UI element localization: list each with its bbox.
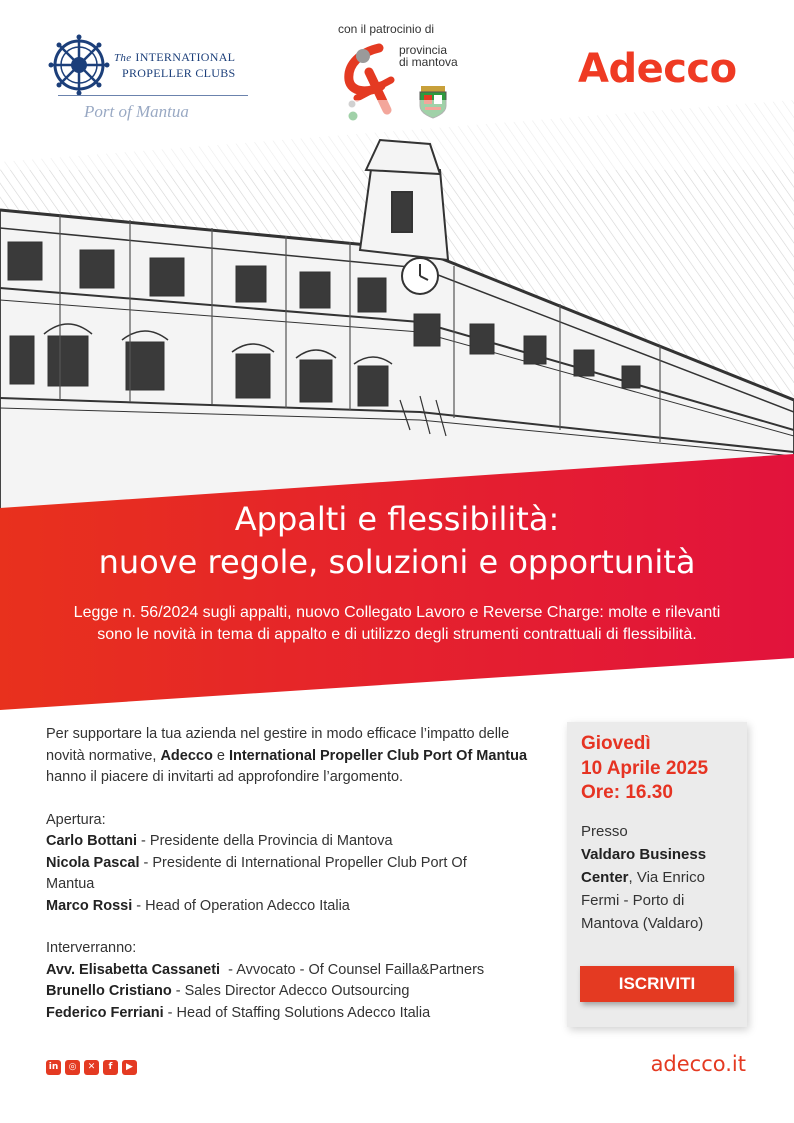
event-venue xyxy=(581,820,741,935)
ship-wheel-icon xyxy=(48,34,110,96)
provincia-name-line2: di mantova xyxy=(399,55,458,69)
intro-bold-adecco: Adecco xyxy=(160,747,213,764)
venue-name: Valdaro Business Center xyxy=(581,846,707,886)
venue-street: , Via Enrico Fermi - Porto di Mantova (Valdaro) xyxy=(581,869,705,932)
event-subtitle-line1: Legge n. 56/2024 sugli appalti, nuovo Collegato Lavoro e Reverse Charge: molte e rilevanti xyxy=(73,604,721,621)
event-title xyxy=(0,498,794,584)
register-button[interactable]: ISCRIVITI xyxy=(580,966,734,1002)
x-icon[interactable]: ✕ xyxy=(84,1060,99,1075)
speaker-role: - Presidente di International Propeller Club Port Of Mantua xyxy=(46,854,467,892)
speaker-role: - Avvocato - Of Counsel Failla&Partners xyxy=(220,961,485,978)
speaker-name: Marco Rossi xyxy=(46,897,133,914)
intro-text-1: Per supportare la tua azienda nel gestire in modo efficace l’impatto delle novità normative, xyxy=(46,726,510,764)
event-title-line2: nuove regole, soluzioni e opportunità xyxy=(98,543,696,581)
intro-text-3: hanno il piacere di invitarti ad approfondire l’argomento. xyxy=(46,769,404,785)
propeller-international: INTERNATIONAL xyxy=(135,50,236,64)
speaker-name: Carlo Bottani xyxy=(46,833,138,849)
speaker-name: Federico Ferriani xyxy=(46,1004,164,1021)
intro-text-2: e xyxy=(212,747,229,764)
speaker-name: Nicola Pascal xyxy=(46,854,140,871)
invitation-text xyxy=(46,724,546,1024)
talk-speaker xyxy=(46,981,546,1003)
speaker-role: - Sales Director Adecco Outsourcing xyxy=(171,983,410,999)
website-link[interactable]: adecco.it xyxy=(650,1052,746,1076)
facebook-icon[interactable]: f xyxy=(103,1060,118,1075)
instagram-icon[interactable]: ◎ xyxy=(65,1060,80,1075)
youtube-icon[interactable]: ▶ xyxy=(122,1060,137,1075)
propeller-name-line2: PROPELLER CLUBS xyxy=(122,66,236,80)
venue-address xyxy=(581,843,741,935)
hero-banner xyxy=(0,100,794,710)
provincia-name-line1: provincia xyxy=(399,43,448,57)
linkedin-icon[interactable]: in xyxy=(46,1060,61,1075)
event-day: Giovedì xyxy=(581,733,651,754)
opening-speaker xyxy=(46,896,546,918)
social-links xyxy=(46,1060,137,1075)
event-time: Ore: 16.30 xyxy=(581,782,673,803)
event-details-card xyxy=(567,722,747,1027)
talks-heading: Interverranno: xyxy=(46,940,137,956)
adecco-logo: Adecco xyxy=(578,46,737,92)
event-date: 10 Aprile 2025 xyxy=(581,757,709,779)
speaker-name: Brunello Cristiano xyxy=(46,983,172,999)
intro-paragraph xyxy=(46,724,546,789)
talk-speaker xyxy=(46,960,546,982)
opening-speaker xyxy=(46,831,546,853)
speaker-role: - Head of Operation Adecco Italia xyxy=(132,897,350,914)
venue-label: Presso xyxy=(581,823,628,840)
event-title-line1: Appalti e flessibilità: xyxy=(234,500,560,538)
speaker-name: Avv. Elisabetta Cassaneti xyxy=(46,961,221,978)
propeller-divider xyxy=(58,95,248,96)
event-subtitle-line2: sono le novità in tema di appalto e di utilizzo degli strumenti contrattuali di flessibilità. xyxy=(97,626,697,643)
propeller-name-line1 xyxy=(114,50,235,65)
speaker-role: - Presidente della Provincia di Mantova xyxy=(137,833,393,849)
opening-heading: Apertura: xyxy=(46,811,106,828)
intro-bold-propeller: International Propeller Club Port Of Mantua xyxy=(228,747,528,764)
event-subtitle xyxy=(30,602,764,646)
patronage-label: con il patrocinio di xyxy=(338,22,435,36)
speaker-role: - Head of Staffing Solutions Adecco Italia xyxy=(163,1004,431,1021)
event-datetime xyxy=(581,732,708,806)
opening-speaker xyxy=(46,853,501,896)
propeller-the: The xyxy=(114,52,132,64)
talk-speaker xyxy=(46,1003,546,1025)
